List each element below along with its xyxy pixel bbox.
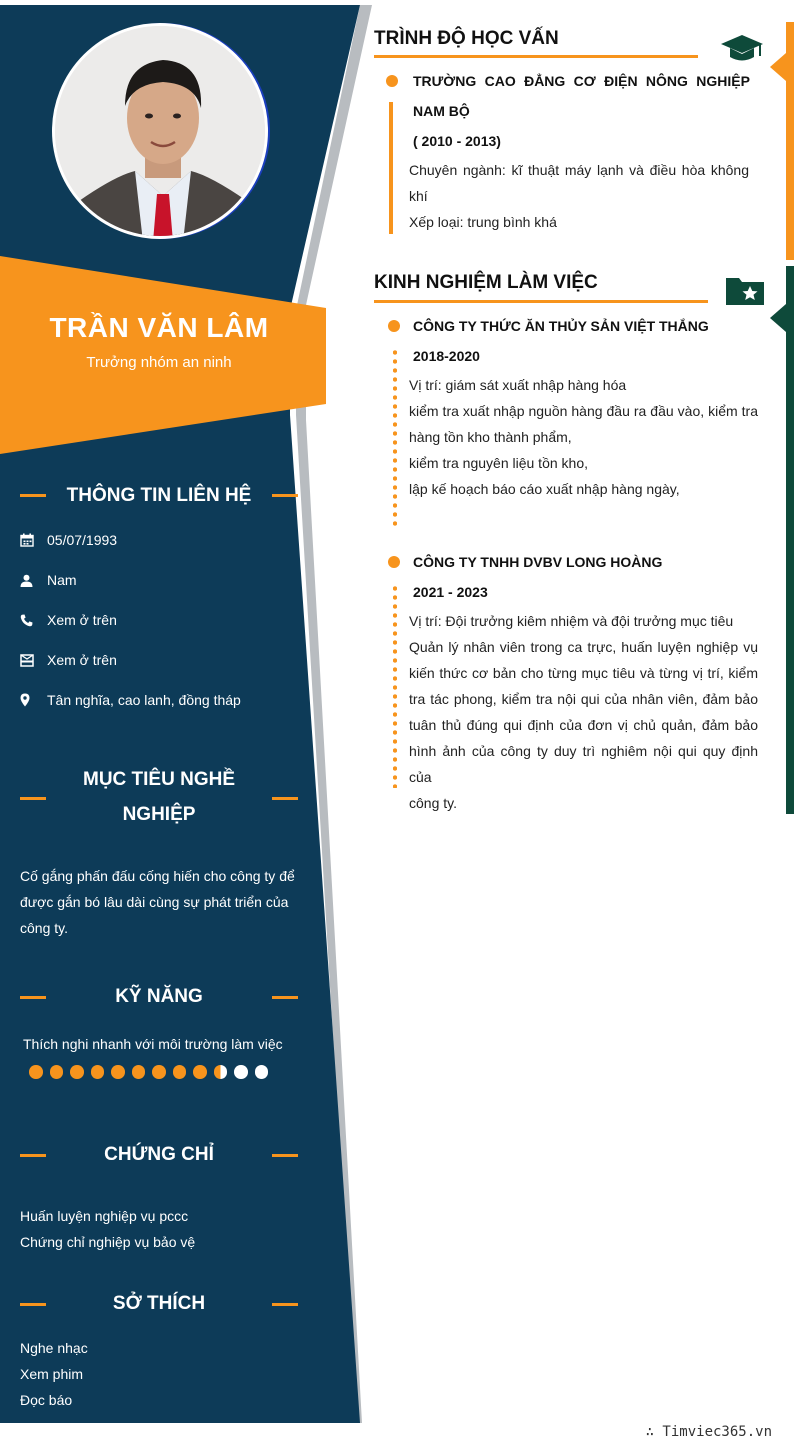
skill-dot bbox=[255, 1065, 269, 1079]
skill-dot bbox=[132, 1065, 146, 1079]
education-title: TRÌNH ĐỘ HỌC VẤN bbox=[374, 28, 559, 49]
full-name: TRẦN VĂN LÂM bbox=[49, 312, 269, 343]
job-line: tra tác phong, kiểm tra nội qui của nhân viên, đảm bảo bbox=[409, 691, 758, 707]
contact-title: THÔNG TIN LIÊN HỆ bbox=[66, 485, 252, 506]
email-value: Xem ở trên bbox=[47, 652, 117, 668]
folder-star-icon bbox=[725, 274, 765, 311]
watermark-text: Timviec365.vn bbox=[662, 1424, 772, 1440]
skill-dot bbox=[111, 1065, 125, 1079]
avatar bbox=[52, 23, 268, 239]
education-details bbox=[409, 157, 749, 235]
major-line1: Chuyên ngành: kĩ thuật máy lạnh và điều hòa không bbox=[409, 162, 749, 178]
grade: Xếp loại: trung bình khá bbox=[409, 214, 557, 230]
timeline-dots bbox=[393, 348, 397, 526]
skill-dot bbox=[214, 1065, 228, 1079]
profile-photo bbox=[55, 26, 268, 239]
contact-phone bbox=[20, 610, 117, 630]
watermark-icon: ∴ bbox=[645, 1424, 663, 1440]
major-line2: khí bbox=[409, 188, 428, 204]
hobbies-title: SỞ THÍCH bbox=[112, 1293, 206, 1314]
contact-birthday bbox=[20, 530, 117, 550]
location-icon bbox=[20, 693, 47, 707]
job-line: hình ảnh của công ty duy trì nghiêm nội qui quy định của bbox=[409, 743, 758, 785]
job-description bbox=[409, 608, 758, 816]
birthday-value: 05/07/1993 bbox=[47, 532, 118, 548]
gender-value: Nam bbox=[47, 572, 77, 588]
timeline-bullet bbox=[388, 320, 400, 332]
job-title: Trưởng nhóm an ninh bbox=[86, 354, 232, 371]
certificate-item: Huấn luyện nghiệp vụ pccc bbox=[20, 1208, 189, 1224]
title-dash-left bbox=[20, 797, 46, 800]
skill-dot bbox=[50, 1065, 64, 1079]
job-line: Vị trí: Đội trưởng kiêm nhiệm và đội trưởng mục tiêu bbox=[409, 613, 734, 629]
job-line: tuân thủ đúng qui định của đơn vị chủ quản, đảm bảo bbox=[409, 717, 758, 733]
contact-address bbox=[20, 690, 241, 710]
watermark bbox=[646, 1424, 772, 1440]
graduation-cap-icon bbox=[720, 33, 764, 68]
experience-title: KINH NGHIỆM LÀM VIỆC bbox=[374, 272, 598, 293]
education-marker bbox=[770, 53, 786, 81]
objective-text bbox=[20, 863, 300, 941]
job-line: Vị trí: giám sát xuất nhập hàng hóa bbox=[409, 377, 627, 393]
skill-dot bbox=[70, 1065, 84, 1079]
education-rule bbox=[374, 55, 698, 58]
certificates-title: CHỨNG CHỈ bbox=[104, 1144, 214, 1165]
objective-line: công ty. bbox=[20, 920, 68, 936]
school-name-line2: NAM BỘ bbox=[413, 103, 470, 119]
skill-dot bbox=[234, 1065, 248, 1079]
job-line: kiểm tra xuất nhập nguồn hàng đầu ra đầu vào, kiểm tra bbox=[409, 403, 758, 419]
education-period: ( 2010 - 2013) bbox=[413, 133, 501, 149]
objective-title-line1: MỤC TIÊU NGHỀ bbox=[83, 769, 235, 790]
job-description bbox=[409, 372, 758, 502]
education-side-bar bbox=[786, 22, 794, 260]
email-icon bbox=[20, 654, 47, 667]
calendar-icon bbox=[20, 533, 47, 547]
job-period: 2021 - 2023 bbox=[413, 584, 488, 600]
contact-email bbox=[20, 650, 117, 670]
user-icon bbox=[20, 574, 47, 587]
skill-name: Thích nghi nhanh với môi trường làm việc bbox=[23, 1036, 283, 1052]
skill-dot bbox=[91, 1065, 105, 1079]
experience-side-bar bbox=[786, 266, 794, 814]
contact-gender bbox=[20, 570, 77, 590]
job-company: CÔNG TY THỨC ĂN THỦY SẢN VIỆT THẮNG bbox=[413, 318, 709, 334]
certificates-list bbox=[20, 1203, 300, 1255]
certificate-item: Chứng chỉ nghiệp vụ bảo vệ bbox=[20, 1234, 196, 1250]
address-value: Tân nghĩa, cao lanh, đồng tháp bbox=[47, 692, 241, 708]
skill-dot bbox=[29, 1065, 43, 1079]
timeline-bullet bbox=[386, 75, 398, 87]
skill-dot bbox=[152, 1065, 166, 1079]
timeline-line bbox=[389, 102, 393, 234]
hobby-item: Đọc báo bbox=[20, 1392, 73, 1408]
school-name-line1: TRƯỜNG CAO ĐẲNG CƠ ĐIỆN NÔNG NGHIỆP bbox=[413, 73, 750, 89]
title-dash-right bbox=[272, 797, 298, 800]
objective-title-line2: NGHIỆP bbox=[122, 804, 196, 825]
objective-line: Cố gắng phấn đấu cống hiến cho công ty để bbox=[20, 868, 295, 884]
skill-dot bbox=[173, 1065, 187, 1079]
timeline-bullet bbox=[388, 556, 400, 568]
experience-marker bbox=[770, 304, 786, 332]
hobby-item: Xem phim bbox=[20, 1366, 84, 1382]
experience-rule bbox=[374, 300, 708, 303]
phone-value: Xem ở trên bbox=[47, 612, 117, 628]
job-line: Quản lý nhân viên trong ca trực, huấn luyện nghiệp vụ bbox=[409, 639, 758, 655]
hobby-item: Nghe nhạc bbox=[20, 1340, 88, 1356]
job-line: kiến thức cơ bản cho từng mục tiêu và từng vị trí, kiểm bbox=[409, 665, 758, 681]
skill-dot bbox=[193, 1065, 207, 1079]
objective-line: được gắn bó lâu dài cùng sự phát triển của bbox=[20, 894, 289, 910]
phone-icon bbox=[20, 614, 47, 627]
job-company: CÔNG TY TNHH DVBV LONG HOÀNG bbox=[413, 554, 663, 570]
job-line: hàng tồn kho thành phẩm, bbox=[409, 429, 572, 445]
skill-rating bbox=[29, 1065, 268, 1079]
job-period: 2018-2020 bbox=[413, 348, 480, 364]
skills-title: KỸ NĂNG bbox=[115, 986, 203, 1007]
hobbies-list bbox=[20, 1335, 300, 1413]
timeline-dots bbox=[393, 584, 397, 788]
job-line: công ty. bbox=[409, 795, 457, 811]
job-line: kiểm tra nguyên liệu tồn kho, bbox=[409, 455, 588, 471]
job-line: lập kế hoạch báo cáo xuất nhập hàng ngày, bbox=[409, 481, 680, 497]
